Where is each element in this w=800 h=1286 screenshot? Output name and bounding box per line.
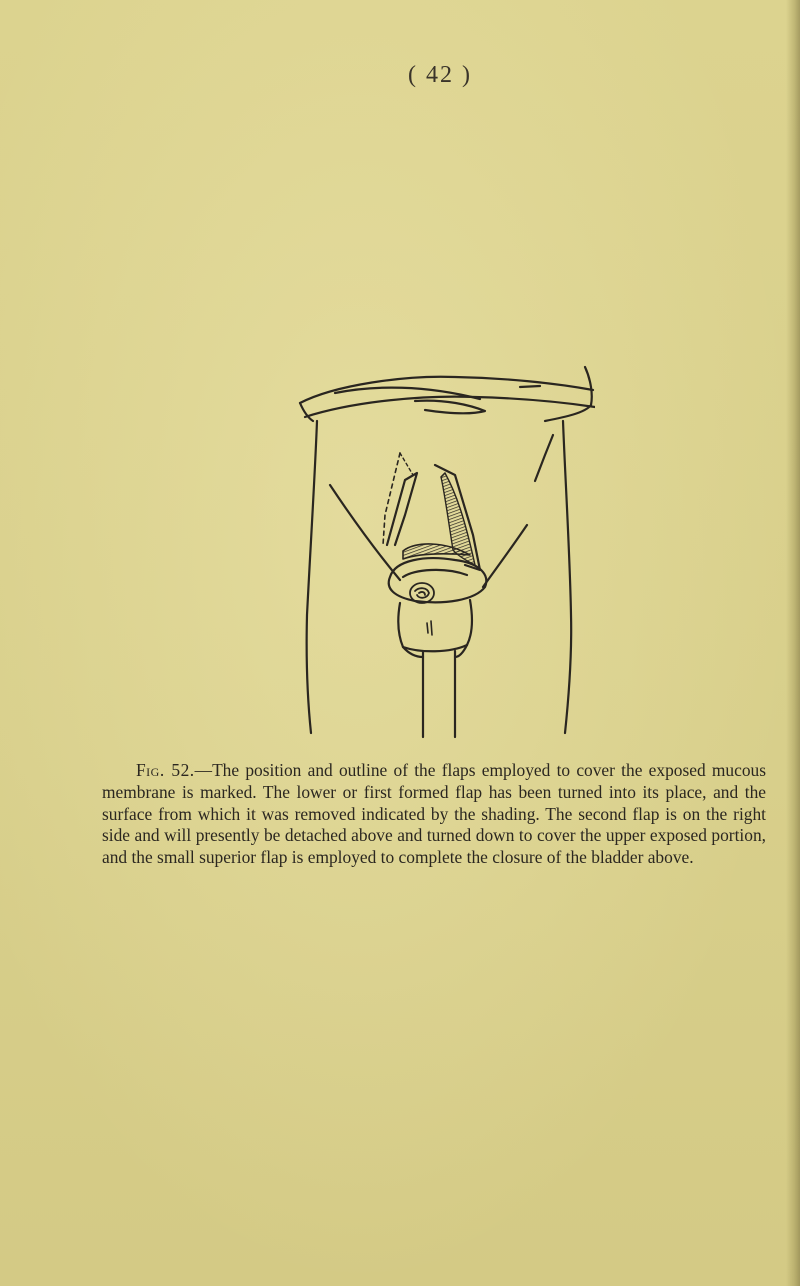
urethral-orifice (410, 583, 434, 603)
upper-abdominal-fold (300, 377, 593, 403)
exposed-mucous-region (389, 558, 487, 602)
page-edge-shadow (786, 0, 800, 1286)
left-thigh-outline (307, 421, 317, 733)
right-thigh-outline (563, 421, 571, 733)
anatomical-illustration (295, 355, 595, 745)
figure-label: Fig. 52. (136, 760, 195, 780)
figure-caption-text: —The position and outline of the flaps employed to cover the exposed mucous membrane is marked. The lower or first formed flap has been turned into its place, and the surface from which it was removed indicated by the shading. The second flap is on the right side and will presently be detached above and turned down to cover the upper exposed portion, and the small superior flap is employed to complete the closure of the bladder above. (102, 760, 766, 868)
figure-caption (102, 760, 766, 869)
page-number: ( 42 ) (408, 62, 472, 88)
